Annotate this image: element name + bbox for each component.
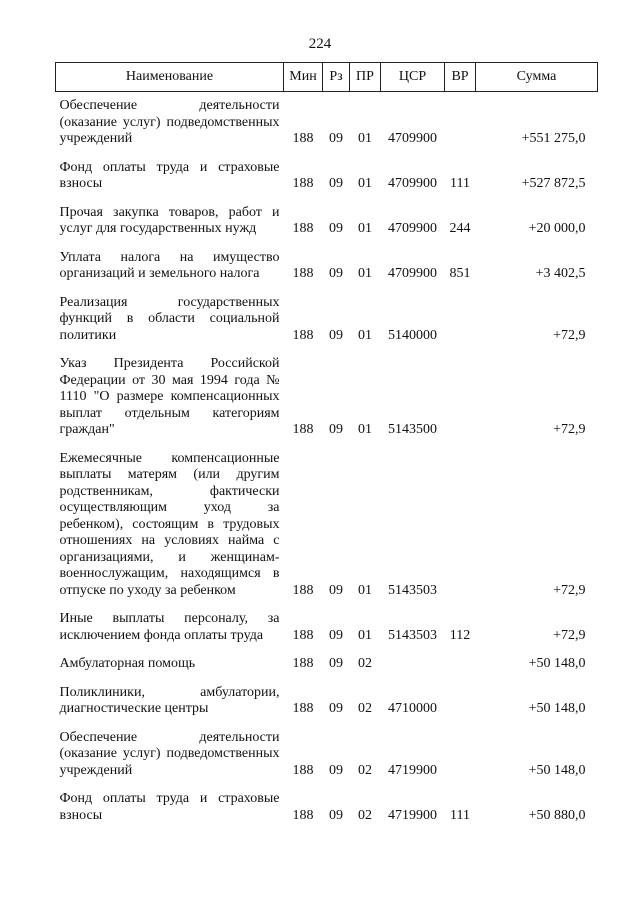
cell-name: Фонд оплаты труда и страховые взносы [59,159,280,191]
cell-pr: 01 [358,627,372,643]
cell-pr: 01 [358,266,372,281]
cell-sum: +50 880,0 [528,807,586,823]
cell-vr [445,724,476,786]
cell-min: 188 [292,422,314,437]
cell-vr [445,679,476,724]
table-row [56,445,598,606]
cell-name: Ежемесячные компенсационные выплаты матерям (или другим родственникам, фактически осуществляющим уход за ребенком), состоящим в трудовых отношениях на условиях найма с организациями, и женщинам-военнослужащим, находящимся в отпуске по уходу за ребенком [59,450,280,598]
cell-csr: 4709900 [388,266,437,281]
cell-min: 188 [292,582,314,598]
table-body [56,92,598,831]
cell-sum: +3 402,5 [535,266,586,281]
cell-min: 188 [292,701,314,716]
cell-vr: 111 [450,807,470,823]
cell-csr: 4719900 [388,762,437,778]
cell-pr: 02 [358,807,372,823]
cell-rz: 09 [329,327,343,343]
cell-pr: 01 [358,221,372,236]
cell-csr: 5143503 [388,582,437,598]
cell-rz: 09 [329,807,343,823]
cell-sum: +72,9 [553,582,586,598]
cell-name: Амбулаторная помощь [59,656,196,671]
cell-vr [445,92,476,154]
cell-csr: 5140000 [388,327,437,343]
cell-pr: 01 [358,582,372,598]
cell-rz: 09 [329,582,343,598]
table-row [56,92,598,154]
cell-name: Обеспечение деятельности (оказание услуг) подведомственных учреждений [59,98,280,146]
table-row [56,785,598,830]
cell-pr: 02 [358,656,372,671]
page-number: 224 [308,36,332,52]
cell-vr: 851 [449,266,471,281]
cell-name: Поликлиники, амбулатории, диагностические центры [59,684,280,716]
table-header-row [56,63,598,92]
cell-name: Иные выплаты персоналу, за исключением фонда оплаты труда [59,611,280,643]
cell-sum: +72,9 [553,422,586,437]
cell-min: 188 [292,266,314,281]
cell-rz: 09 [329,266,343,281]
cell-sum: +551 275,0 [521,131,586,146]
cell-sum: +527 872,5 [521,176,586,191]
cell-sum: +50 148,0 [528,701,586,716]
cell-vr: 244 [449,221,471,236]
cell-sum: +50 148,0 [528,762,586,778]
cell-rz: 09 [329,176,343,191]
cell-rz: 09 [329,627,343,643]
table-row [56,724,598,786]
cell-name: Прочая закупка товаров, работ и услуг для государственных нужд [59,204,280,236]
table-row [56,650,598,679]
cell-min: 188 [292,762,314,778]
table-row [56,679,598,724]
cell-pr: 01 [358,327,372,343]
cell-rz: 09 [329,131,343,146]
cell-rz: 09 [329,762,343,778]
cell-rz: 09 [329,656,343,671]
header-rz: Рз [323,63,350,92]
cell-vr [445,350,476,445]
header-name: Наименование [56,63,284,92]
cell-csr: 4709900 [388,221,437,236]
cell-min: 188 [292,221,314,236]
cell-vr [445,445,476,606]
cell-pr: 01 [358,422,372,437]
cell-min: 188 [292,176,314,191]
cell-min: 188 [292,656,314,671]
cell-name: Обеспечение деятельности (оказание услуг) подведомственных учреждений [59,729,280,778]
cell-name: Уплата налога на имущество организаций и земельного налога [59,249,280,281]
table-row [56,605,598,650]
cell-rz: 09 [329,221,343,236]
cell-pr: 02 [358,701,372,716]
cell-csr: 4719900 [388,807,437,823]
budget-table [55,62,598,830]
cell-csr: 4709900 [388,176,437,191]
cell-sum: +50 148,0 [528,656,586,671]
cell-min: 188 [292,131,314,146]
cell-csr: 5143503 [388,627,437,643]
cell-pr: 01 [358,176,372,191]
cell-pr: 01 [358,131,372,146]
cell-csr [381,650,445,679]
cell-min: 188 [292,327,314,343]
header-sum: Сумма [476,63,598,92]
cell-rz: 09 [329,701,343,716]
table-row [56,199,598,244]
cell-vr [445,650,476,679]
cell-name: Реализация государственных функций в области социальной политики [59,294,280,343]
table-row [56,154,598,199]
cell-name: Фонд оплаты труда и страховые взносы [59,791,280,823]
cell-vr: 111 [450,176,470,191]
header-csr: ЦСР [381,63,445,92]
cell-min: 188 [292,627,314,643]
header-pr: ПР [350,63,381,92]
cell-rz: 09 [329,422,343,437]
header-vr: ВР [445,63,476,92]
cell-csr: 4709900 [388,131,437,146]
cell-sum: +72,9 [553,627,586,643]
table-row [56,350,598,445]
cell-pr: 02 [358,762,372,778]
cell-csr: 5143500 [388,422,437,437]
table-row [56,244,598,289]
header-min: Мин [284,63,323,92]
cell-min: 188 [292,807,314,823]
cell-sum: +72,9 [553,327,586,343]
cell-vr: 112 [449,627,471,643]
cell-name: Указ Президента Российской Федерации от 30 мая 1994 года № 1110 "О размере компенсационных выплат отдельным категориям граждан" [59,356,280,437]
table-row [56,289,598,351]
cell-sum: +20 000,0 [528,221,586,236]
cell-csr: 4710000 [388,701,437,716]
cell-vr [445,289,476,351]
